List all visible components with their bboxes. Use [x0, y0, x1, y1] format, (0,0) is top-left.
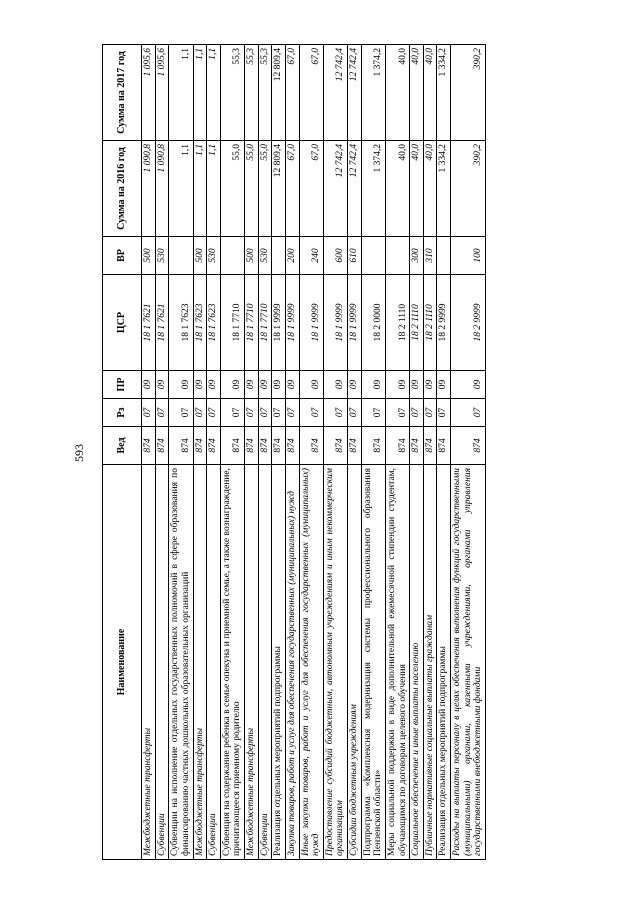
cell-rz: 07 — [169, 399, 193, 427]
page-number: 593 — [72, 444, 86, 462]
cell-sum-2017: 40,0 — [423, 45, 437, 141]
cell-pr: 09 — [169, 371, 193, 399]
table-row — [385, 45, 409, 860]
cell-sum-2017: 390,2 — [451, 45, 486, 141]
table-row — [258, 45, 272, 860]
cell-ved: 874 — [299, 427, 323, 465]
cell-ved: 874 — [451, 427, 486, 465]
cell-vr: 200 — [285, 237, 299, 275]
cell-sum-2017: 1,1 — [207, 45, 221, 141]
cell-pr: 09 — [207, 371, 221, 399]
table-row — [410, 45, 424, 860]
cell-csr: 18 1 7623 — [169, 275, 193, 371]
table-row — [272, 45, 286, 860]
cell-sum-2017: 67,0 — [285, 45, 299, 141]
cell-csr: 18 1 7710 — [245, 275, 259, 371]
cell-pr: 09 — [258, 371, 272, 399]
header-rz: Рз — [103, 399, 142, 427]
cell-pr: 09 — [272, 371, 286, 399]
cell-sum-2016: 1 090,8 — [142, 141, 156, 237]
cell-pr: 09 — [220, 371, 244, 399]
cell-name: Субвенции на исполнение отдельных государственных полномочий в сфере образования по финансированию частных дошкольных образовательных организаций — [169, 465, 193, 860]
table-row — [169, 45, 193, 860]
cell-rz: 07 — [451, 399, 486, 427]
cell-rz: 07 — [272, 399, 286, 427]
cell-sum-2016: 55,0 — [220, 141, 244, 237]
cell-sum-2016: 67,0 — [285, 141, 299, 237]
cell-sum-2017: 40,0 — [410, 45, 424, 141]
cell-pr: 09 — [193, 371, 207, 399]
cell-csr: 18 2 1110 — [423, 275, 437, 371]
cell-sum-2016: 1 334,2 — [437, 141, 451, 237]
cell-vr: 310 — [423, 237, 437, 275]
cell-rz: 07 — [220, 399, 244, 427]
cell-sum-2016: 12 742,4 — [348, 141, 362, 237]
cell-sum-2017: 55,3 — [245, 45, 259, 141]
cell-sum-2017: 1 095,6 — [155, 45, 169, 141]
cell-vr: 500 — [193, 237, 207, 275]
cell-ved: 874 — [423, 427, 437, 465]
cell-ved: 874 — [272, 427, 286, 465]
cell-pr: 09 — [348, 371, 362, 399]
cell-ved: 874 — [245, 427, 259, 465]
cell-rz: 07 — [385, 399, 409, 427]
cell-csr: 18 2 9999 — [451, 275, 486, 371]
cell-name: Межбюджетные трансферты — [245, 465, 259, 860]
cell-pr: 09 — [423, 371, 437, 399]
cell-vr: 530 — [207, 237, 221, 275]
cell-pr: 09 — [451, 371, 486, 399]
cell-pr: 09 — [299, 371, 323, 399]
cell-name: Субвенции — [258, 465, 272, 860]
table-row — [361, 45, 385, 860]
cell-ved: 874 — [207, 427, 221, 465]
cell-name: Социальное обеспечение и иные выплаты населению — [410, 465, 424, 860]
table-row — [245, 45, 259, 860]
table-row — [348, 45, 362, 860]
cell-ved: 874 — [285, 427, 299, 465]
cell-ved: 874 — [258, 427, 272, 465]
cell-rz: 07 — [245, 399, 259, 427]
cell-vr: 610 — [348, 237, 362, 275]
cell-name: Публичные нормативные социальные выплаты гражданам — [423, 465, 437, 860]
cell-sum-2016: 390,2 — [451, 141, 486, 237]
table-row — [193, 45, 207, 860]
cell-name: Закупка товаров, работ и услуг для обеспечения государственных (муниципальных) нужд — [285, 465, 299, 860]
cell-rz: 07 — [361, 399, 385, 427]
cell-pr: 09 — [142, 371, 156, 399]
cell-csr: 18 1 7623 — [193, 275, 207, 371]
table-row — [437, 45, 451, 860]
cell-sum-2017: 1,1 — [169, 45, 193, 141]
table-header-row — [103, 45, 142, 860]
cell-csr: 18 2 1110 — [385, 275, 409, 371]
cell-csr: 18 1 7621 — [155, 275, 169, 371]
table-row — [207, 45, 221, 860]
cell-ved: 874 — [385, 427, 409, 465]
cell-vr — [272, 237, 286, 275]
cell-ved: 874 — [155, 427, 169, 465]
cell-sum-2016: 1,1 — [193, 141, 207, 237]
cell-rz: 07 — [193, 399, 207, 427]
table-row — [451, 45, 486, 860]
cell-csr: 18 2 9999 — [437, 275, 451, 371]
cell-rz: 07 — [410, 399, 424, 427]
cell-sum-2017: 1,1 — [193, 45, 207, 141]
rotated-table-wrapper — [102, 45, 578, 860]
cell-pr: 09 — [361, 371, 385, 399]
cell-sum-2016: 67,0 — [299, 141, 323, 237]
table-row — [155, 45, 169, 860]
cell-rz: 07 — [299, 399, 323, 427]
cell-sum-2017: 12 742,4 — [348, 45, 362, 141]
cell-vr — [361, 237, 385, 275]
cell-sum-2016: 55,0 — [245, 141, 259, 237]
cell-csr: 18 2 1110 — [410, 275, 424, 371]
cell-rz: 07 — [323, 399, 347, 427]
cell-sum-2016: 40,0 — [385, 141, 409, 237]
cell-csr: 18 1 7710 — [258, 275, 272, 371]
table-row — [423, 45, 437, 860]
cell-csr: 18 2 0000 — [361, 275, 385, 371]
header-csr: ЦСР — [103, 275, 142, 371]
cell-name: Субвенции — [207, 465, 221, 860]
cell-name: Предоставление субсидий бюджетным, автономным учреждениям и иным некоммерческим организациям — [323, 465, 347, 860]
cell-ved: 874 — [142, 427, 156, 465]
cell-sum-2017: 1 334,2 — [437, 45, 451, 141]
table-row — [142, 45, 156, 860]
cell-rz: 07 — [258, 399, 272, 427]
cell-rz: 07 — [207, 399, 221, 427]
cell-name: Реализация отдельных мероприятий подпрограммы — [437, 465, 451, 860]
cell-vr — [437, 237, 451, 275]
cell-rz: 07 — [348, 399, 362, 427]
cell-sum-2016: 1,1 — [169, 141, 193, 237]
cell-vr: 100 — [451, 237, 486, 275]
cell-csr: 18 1 9999 — [285, 275, 299, 371]
header-name: Наименование — [103, 465, 142, 860]
cell-name: Расходы на выплаты персоналу в целях обеспечения выполнения функций государственными (муниципальными) органами, казенными учреждениями, органами управления государственными внебюджетными фондами — [451, 465, 486, 860]
cell-pr: 09 — [437, 371, 451, 399]
cell-pr: 09 — [285, 371, 299, 399]
cell-name: Иные закупки товаров, работ и услуг для обеспечения государственных (муниципальных) нужд — [299, 465, 323, 860]
cell-sum-2016: 12 742,4 — [323, 141, 347, 237]
cell-sum-2017: 55,3 — [258, 45, 272, 141]
cell-vr — [169, 237, 193, 275]
cell-rz: 07 — [155, 399, 169, 427]
table-body — [142, 45, 486, 860]
cell-sum-2017: 1 374,2 — [361, 45, 385, 141]
header-ved: Вед — [103, 427, 142, 465]
cell-vr: 300 — [410, 237, 424, 275]
cell-name: Субсидии бюджетным учреждениям — [348, 465, 362, 860]
cell-sum-2016: 55,0 — [258, 141, 272, 237]
header-sum-2016: Сумма на 2016 год — [103, 141, 142, 237]
cell-sum-2016: 1,1 — [207, 141, 221, 237]
cell-ved: 874 — [361, 427, 385, 465]
cell-sum-2016: 40,0 — [410, 141, 424, 237]
cell-name: Межбюджетные трансферты — [142, 465, 156, 860]
cell-name: Реализация отдельных мероприятий подпрограммы — [272, 465, 286, 860]
cell-name: Подпрограмма «Комплексная модернизация системы профессионального образования Пензенской области» — [361, 465, 385, 860]
cell-name: Субвенция на содержание ребенка в семье опекуна и приемной семье, а также вознаграждение, причитающееся приемному родителю — [220, 465, 244, 860]
cell-sum-2017: 55,3 — [220, 45, 244, 141]
cell-csr: 18 1 9999 — [348, 275, 362, 371]
cell-vr: 500 — [245, 237, 259, 275]
cell-pr: 09 — [385, 371, 409, 399]
cell-sum-2017: 67,0 — [299, 45, 323, 141]
cell-csr: 18 1 7710 — [220, 275, 244, 371]
cell-csr: 18 1 9999 — [272, 275, 286, 371]
table-row — [285, 45, 299, 860]
cell-sum-2017: 12 742,4 — [323, 45, 347, 141]
cell-sum-2016: 40,0 — [423, 141, 437, 237]
cell-rz: 07 — [437, 399, 451, 427]
cell-ved: 874 — [220, 427, 244, 465]
cell-ved: 874 — [193, 427, 207, 465]
cell-csr: 18 1 7621 — [142, 275, 156, 371]
cell-pr: 09 — [245, 371, 259, 399]
cell-name: Межбюджетные трансферты — [193, 465, 207, 860]
header-vr: ВР — [103, 237, 142, 275]
cell-ved: 874 — [410, 427, 424, 465]
cell-sum-2017: 12 809,4 — [272, 45, 286, 141]
cell-name: Меры социальной поддержки в виде дополнительной ежемесячной стипендии студентам, обучающимся по договорам целевого обучения — [385, 465, 409, 860]
table-row — [220, 45, 244, 860]
cell-ved: 874 — [437, 427, 451, 465]
cell-vr: 530 — [258, 237, 272, 275]
cell-sum-2016: 12 809,4 — [272, 141, 286, 237]
budget-table — [102, 44, 486, 860]
cell-sum-2017: 1 095,6 — [142, 45, 156, 141]
cell-vr: 530 — [155, 237, 169, 275]
cell-vr: 240 — [299, 237, 323, 275]
cell-rz: 07 — [423, 399, 437, 427]
cell-sum-2016: 1 374,2 — [361, 141, 385, 237]
cell-ved: 874 — [169, 427, 193, 465]
cell-vr — [385, 237, 409, 275]
cell-sum-2016: 1 090,8 — [155, 141, 169, 237]
cell-ved: 874 — [323, 427, 347, 465]
cell-pr: 09 — [155, 371, 169, 399]
cell-sum-2017: 40,0 — [385, 45, 409, 141]
cell-vr: 600 — [323, 237, 347, 275]
header-pr: ПР — [103, 371, 142, 399]
cell-name: Субвенции — [155, 465, 169, 860]
cell-vr: 500 — [142, 237, 156, 275]
table-row — [299, 45, 323, 860]
cell-vr — [220, 237, 244, 275]
table-row — [323, 45, 347, 860]
cell-ved: 874 — [348, 427, 362, 465]
cell-rz: 07 — [285, 399, 299, 427]
header-sum-2017: Сумма на 2017 год — [103, 45, 142, 141]
cell-pr: 09 — [410, 371, 424, 399]
cell-pr: 09 — [323, 371, 347, 399]
cell-csr: 18 1 9999 — [299, 275, 323, 371]
cell-csr: 18 1 7623 — [207, 275, 221, 371]
cell-csr: 18 1 9999 — [323, 275, 347, 371]
cell-rz: 07 — [142, 399, 156, 427]
